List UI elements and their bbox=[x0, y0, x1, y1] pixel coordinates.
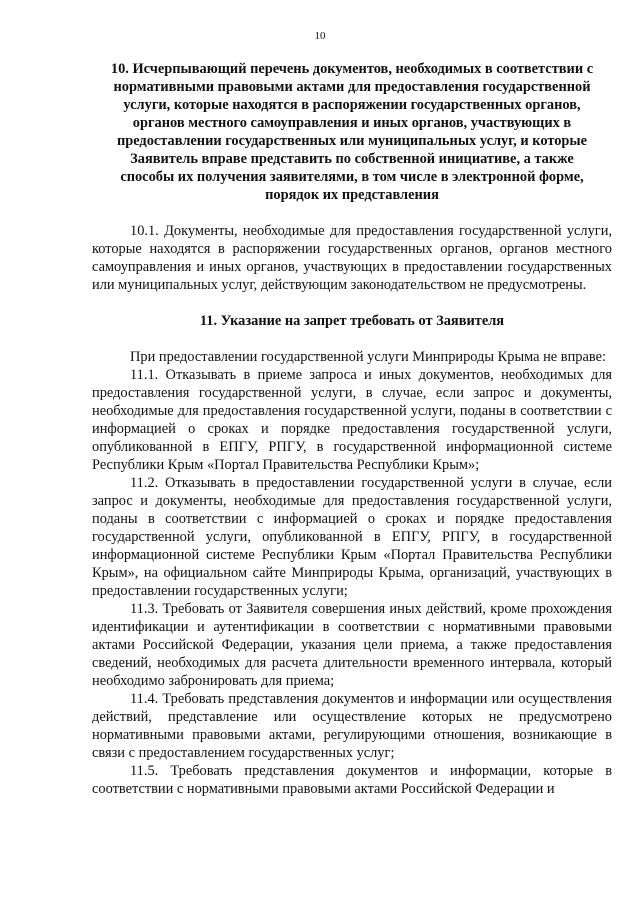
section-10-heading: 10. Исчерпывающий перечень документов, необходимых в соответствии с нормативными правовыми актами для предоставления государственной услуги, которые находятся в распоряжении государственных органов, органов местного самоуправления и иных органов, участвующих в предоставлении государственных или муниципальных услуг, и которые Заявитель вправе представить по собственной инициативе, а также способы их получения заявителями, в том числе в электронной форме, порядок их представления bbox=[110, 61, 594, 203]
section-11-heading: 11. Указание на запрет требовать от Заявителя bbox=[199, 313, 505, 329]
section-11-intro: При предоставлении государственной услуги Минприроды Крыма не вправе: bbox=[130, 349, 606, 365]
page-content bbox=[92, 60, 612, 798]
paragraph-11-5: 11.5. Требовать представления документов и информации, которые в соответствии с нормативными правовыми актами Российской Федерации и bbox=[92, 763, 612, 797]
paragraph-11-3: 11.3. Требовать от Заявителя совершения иных действий, кроме прохождения идентификации и аутентификации в соответствии с нормативными правовыми актами Российской Федерации, указания цели приема, а также предоставления сведений, необходимых для расчета длительности временного интервала, который необходимо забронировать для приема; bbox=[92, 601, 612, 689]
paragraph-11-2: 11.2. Отказывать в предоставлении государственной услуги в случае, если запрос и документы, необходимые для предоставления государственной услуги, поданы в соответствии с информацией о сроках и порядке предоставления государственной услуги, опубликованной в ЕПГУ, РПГУ, в государственной информационной системе Республики Крым «Портал Правительства Республики Крым», на официальном сайте Минприроды Крыма, организаций, участвующих в предоставлении государственных услуги; bbox=[92, 475, 612, 599]
paragraph-11-1: 11.1. Отказывать в приеме запроса и иных документов, необходимых для предоставления государственной услуги, в случае, если запрос и документы, необходимые для предоставления государственной услуги, поданы в соответствии с информацией о сроках и порядке предоставления государственной услуги, опубликованной в ЕПГУ, РПГУ, в государственной информационной системе Республики Крым «Портал Правительства Республики Крым»; bbox=[92, 367, 612, 473]
page-number: 10 bbox=[314, 30, 326, 42]
paragraph-11-4: 11.4. Требовать представления документов и информации или осуществления действий, представление или осуществление которых не предусмотрено нормативными правовыми актами, регулирующими отношения, возникающие в связи с предоставлением государственных услуг; bbox=[92, 691, 612, 761]
paragraph-10-1: 10.1. Документы, необходимые для предоставления государственной услуги, которые находятся в распоряжении государственных органов, органов местного самоуправления и иных органов, участвующих в предоставлении государственных или муниципальных услуг, действующим законодательством не предусмотрены. bbox=[92, 223, 612, 293]
